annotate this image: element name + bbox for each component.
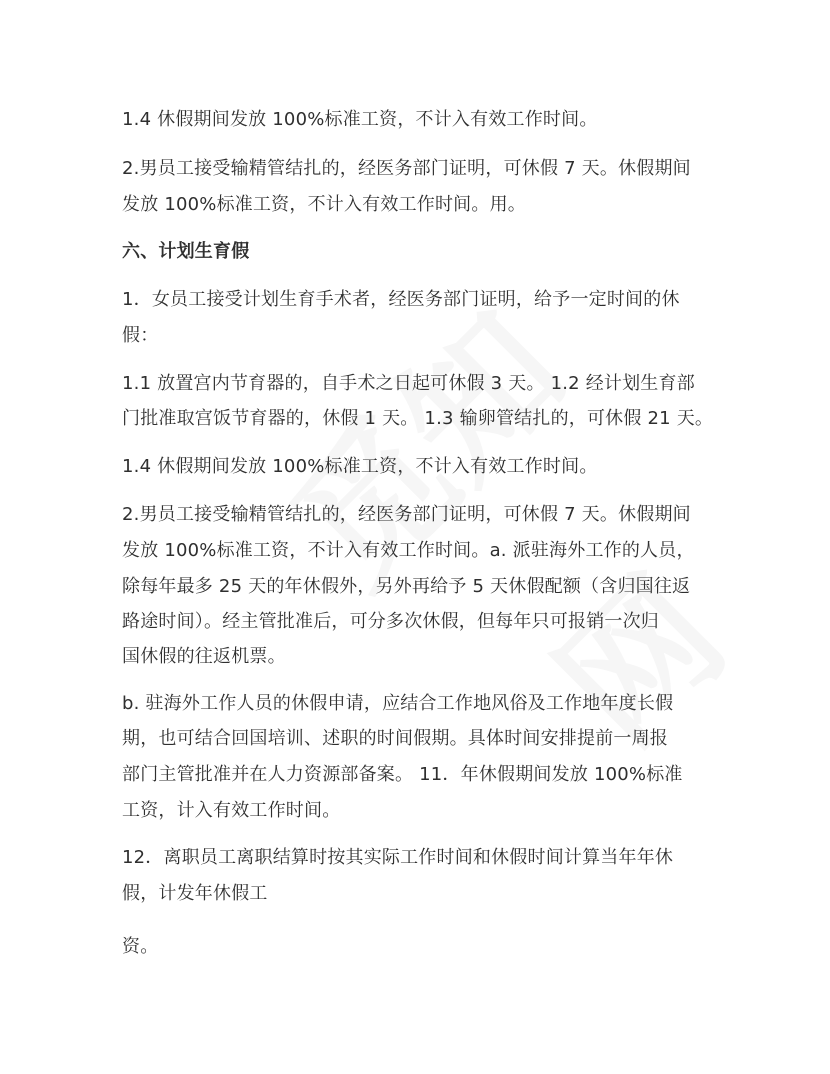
paragraph-2-line-2: 发放 100%标准工资，不计入有效工作时间。用。 <box>122 194 526 215</box>
paragraph-8-line-2: 期，也可结合回国培训、述职的时间假期。具体时间安排提前一周报 <box>122 728 668 749</box>
paragraph-9-line-2: 假，计发年休假工 <box>122 883 268 904</box>
paragraph-7-line-5: 国休假的往返机票。 <box>122 646 286 667</box>
paragraph-9-line-1: 12．离职员工离职结算时按其实际工作时间和休假时间计算当年年休 <box>122 847 674 868</box>
paragraph-8-line-4: 工资，计入有效工作时间。 <box>122 800 341 821</box>
paragraph-5-line-2: 门批准取宫饭节育器的，休假 1 天。 1.3 输卵管结扎的，可休假 21 天。 <box>122 408 714 429</box>
paragraph-7-line-1: 2.男员工接受输精管结扎的，经医务部门证明，可休假 7 天。休假期间 <box>122 504 691 525</box>
paragraph-6-line-1: 1.4 休假期间发放 100%标准工资，不计入有效工作时间。 <box>122 456 598 477</box>
paragraph-10-line-1: 资。 <box>122 936 159 957</box>
paragraph-8-line-3: 部门主管批准并在人力资源部备案。 11．年休假期间发放 100%标准 <box>122 764 683 785</box>
paragraph-7-line-3: 除每年最多 25 天的年休假外，另外再给予 5 天休假配额（含归国往返 <box>122 576 691 597</box>
paragraph-7-line-2: 发放 100%标准工资，不计入有效工作时间。a. 派驻海外工作的人员， <box>122 540 695 561</box>
paragraph-2-line-1: 2.男员工接受输精管结扎的，经医务部门证明，可休假 7 天。休假期间 <box>122 158 691 179</box>
paragraph-1-line-1: 1.4 休假期间发放 100%标准工资，不计入有效工作时间。 <box>122 109 598 130</box>
section-heading: 六、计划生育假 <box>122 241 250 262</box>
paragraph-4-line-2: 假： <box>122 325 159 346</box>
paragraph-4-line-1: 1．女员工接受计划生育手术者，经医务部门证明，给予一定时间的休 <box>122 289 680 310</box>
paragraph-5-line-1: 1.1 放置宫内节育器的，自手术之日起可休假 3 天。 1.2 经计划生育部 <box>122 373 695 394</box>
paragraph-7-line-4: 路途时间）。经主管批准后，可分多次休假，但每年只可报销一次归 <box>122 611 659 632</box>
paragraph-8-line-1: b. 驻海外工作人员的休假申请，应结合工作地风俗及工作地年度长假 <box>122 693 674 714</box>
